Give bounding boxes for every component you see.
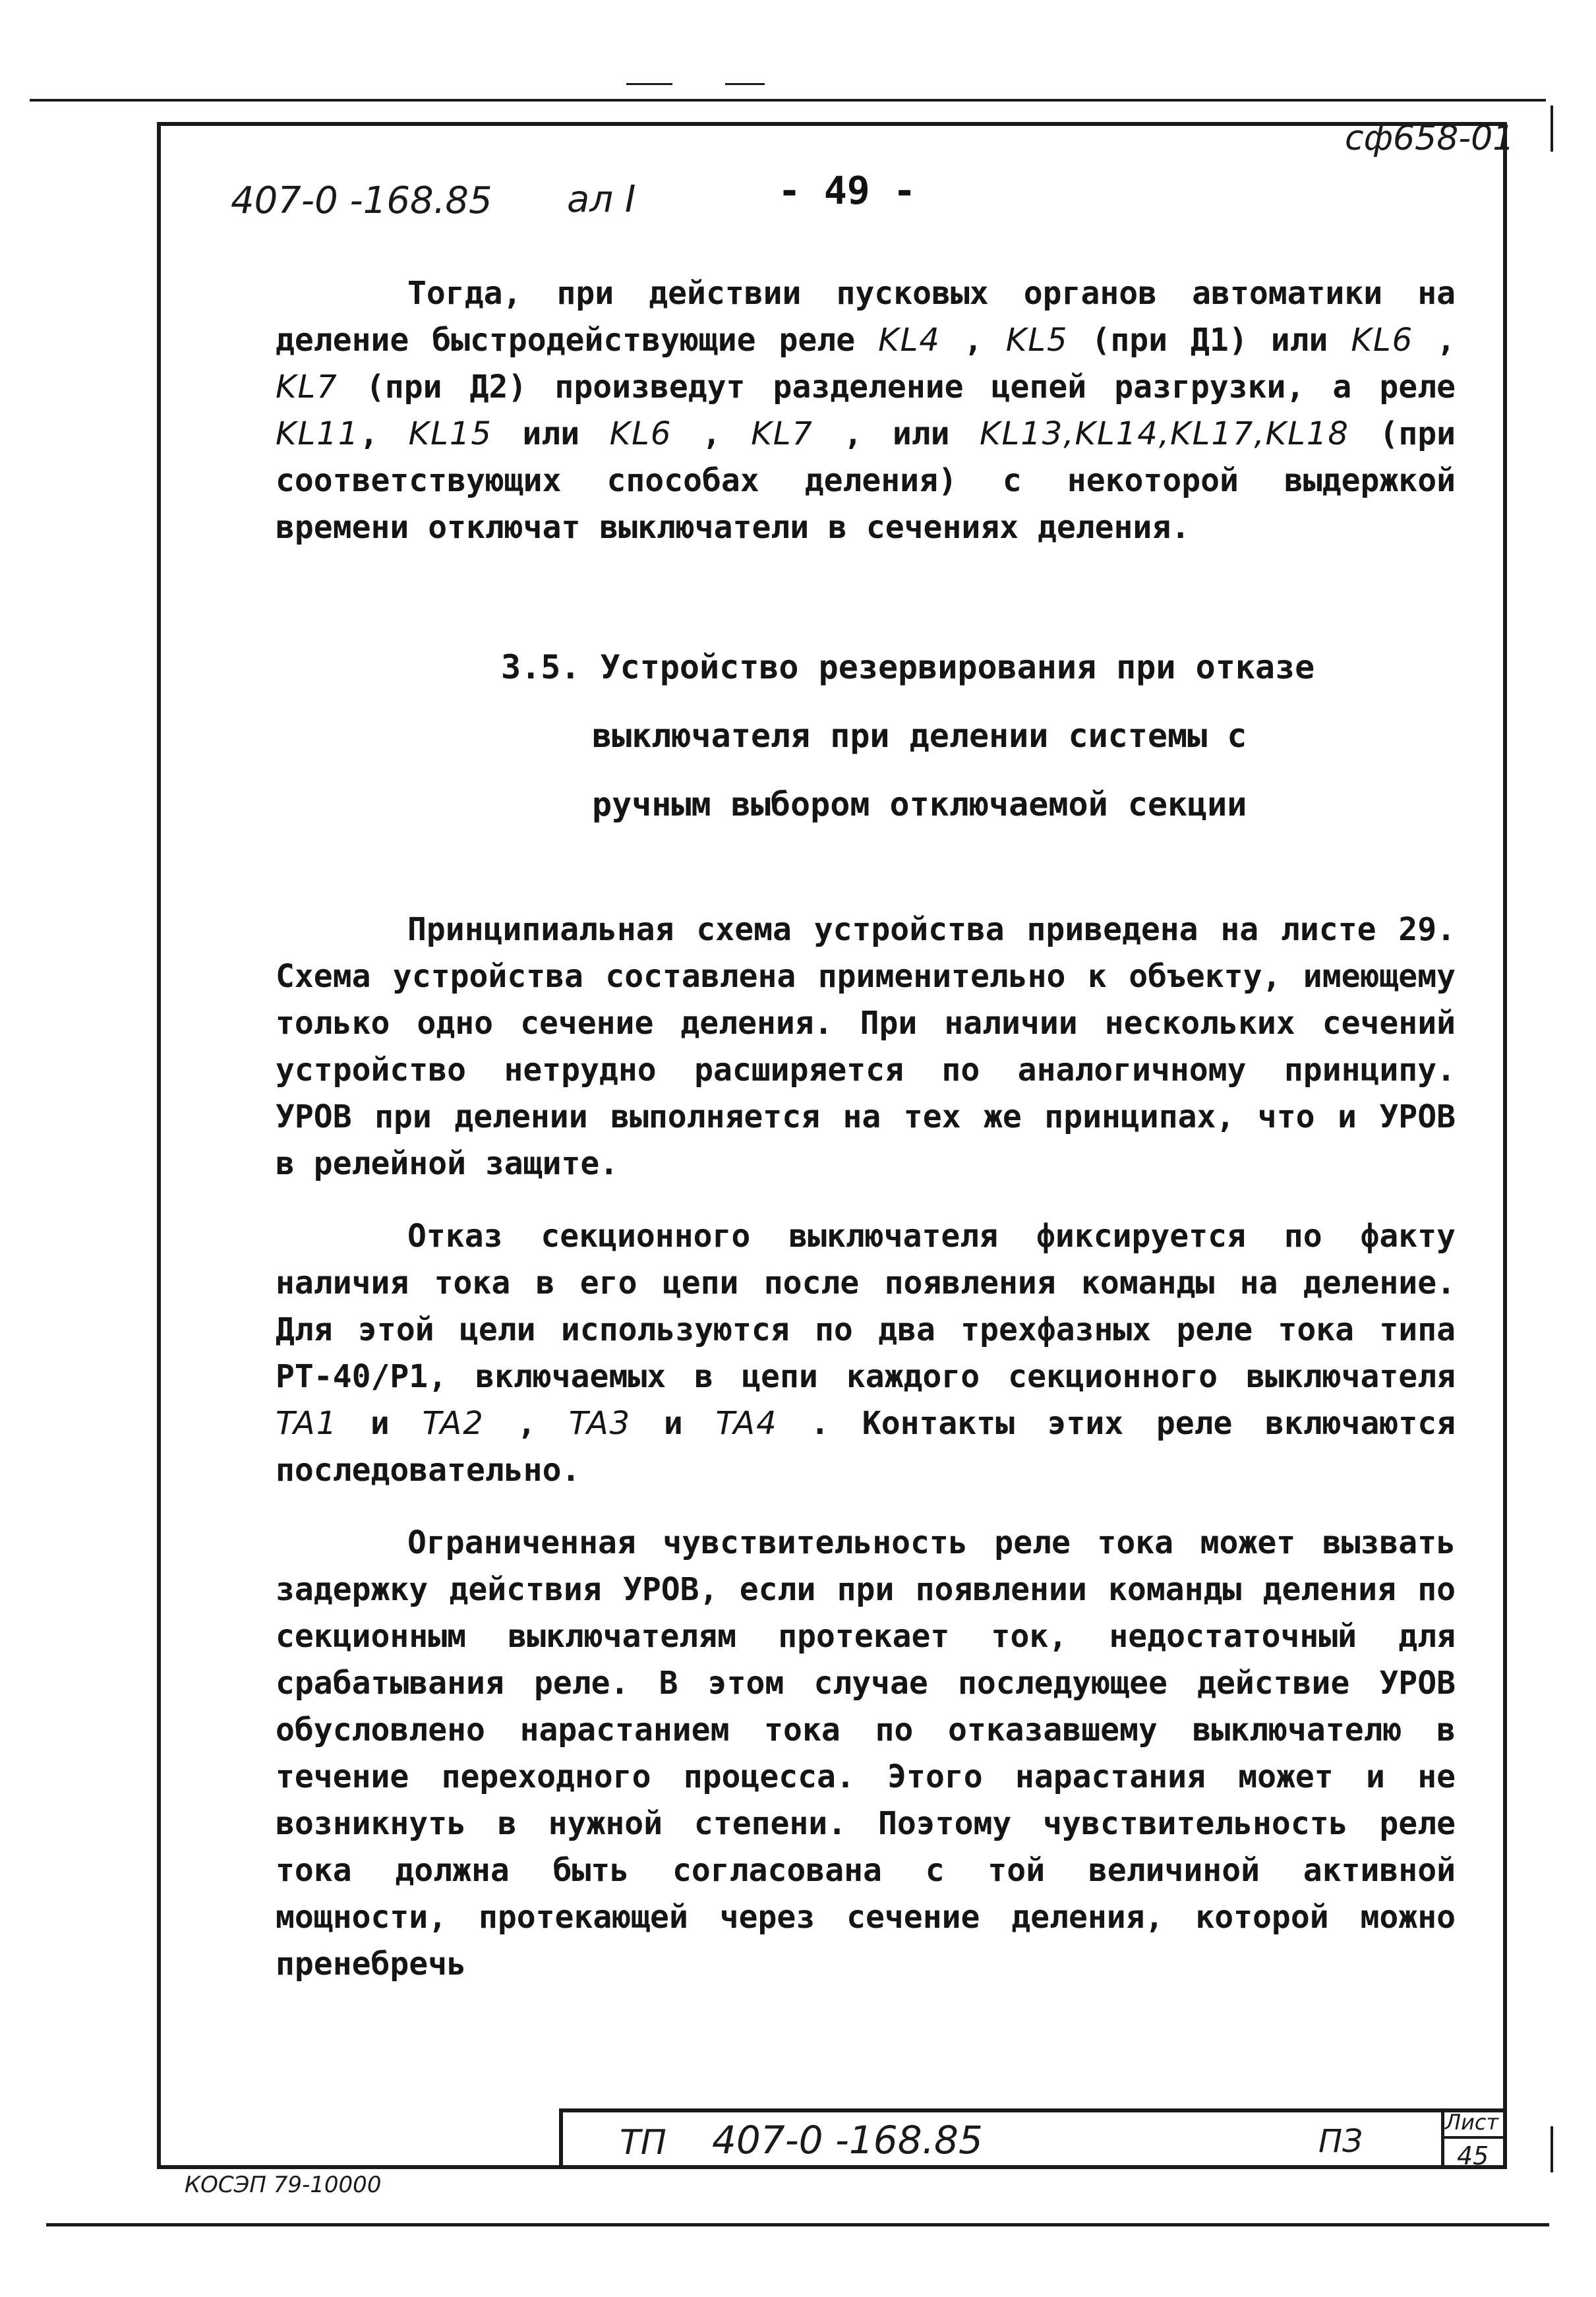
right-edge-mark: [1551, 2126, 1553, 2172]
top-mark: [725, 83, 765, 85]
sheet-number: 45: [1457, 2141, 1489, 2170]
relay-ref: KL6: [1351, 322, 1414, 359]
relay-ref: KL7: [276, 369, 338, 405]
text-run: ,: [672, 415, 752, 452]
text-run: (при Д2) произведут разделение цепей разгрузки, а реле: [338, 369, 1456, 405]
text-run: ,: [1413, 322, 1456, 359]
top-mark: [626, 83, 672, 85]
relay-ref: KL13,KL14,KL17,KL18: [979, 415, 1349, 452]
relay-ref: KL5: [1005, 322, 1069, 359]
transformer-ref: TA1: [276, 1405, 338, 1442]
archive-code: сф658-01: [1345, 119, 1515, 158]
relay-ref: KL4: [878, 322, 941, 359]
relay-ref: KL6: [609, 415, 672, 452]
text-run: (при соответствующих способах деления) с некоторой выдержкой времени отключат выключатели в сечениях деления.: [276, 415, 1456, 546]
section-heading: [369, 633, 1391, 839]
text-run: , или: [813, 415, 980, 452]
transformer-ref: TA2: [422, 1405, 485, 1442]
title-block: [559, 2108, 1507, 2169]
bottom-rule: [46, 2223, 1549, 2226]
text-run: ,: [940, 322, 1006, 359]
bottom-note: КОСЭП 79-10000: [185, 2172, 382, 2198]
paragraph-2-text: Принципиальная схема устройства приведена на листе 29. Схема устройства составлена применительно к объекту, имеющему только одно сечение деления. При наличии нескольких сечений устройство нетрудно расширяется по аналогичному принципу. УРОВ при делении выполняется на тех же принципах, что и УРОВ в релейной защите.: [276, 911, 1456, 1182]
text-run: ,: [359, 415, 409, 452]
title-block-section: ПЗ: [1318, 2123, 1363, 2160]
paragraph-4-text: Ограниченная чувствительность реле тока может вызвать задержку действия УРОВ, если при появлении команды деления по секционным выключателям протекает ток, недостаточный для срабатывания реле. В этом случае последующее действие УРОВ обусловлено нарастанием тока по отказавшему выключателю в течение переходного процесса. Этого нарастания может и не возникнуть в нужной степени. Поэтому чувствительность реле тока должна быть согласована с той величиной активной мощности, протекающей через сечение деления, которой можно пренебречь: [276, 1524, 1456, 1983]
transformer-ref: TA4: [715, 1405, 778, 1442]
text-run: и: [338, 1405, 423, 1442]
text-run: (при Д1) или: [1068, 322, 1351, 359]
sheet-label: Лист: [1445, 2110, 1499, 2135]
relay-ref: KL7: [751, 415, 813, 452]
text-run: Тогда, при действии пусковых органов автоматики на деление быстродействующие реле: [276, 275, 1456, 359]
relay-ref: KL15: [408, 415, 492, 452]
title-block-prefix: ТП: [620, 2123, 666, 2163]
text-run: Отказ секционного выключателя фиксируется по факту наличия тока в его цепи после появления команды на деление. Для этой цели используются по два трехфазных реле тока типа РТ-40/Р1, включаемых в цепи каждого секционного выключателя: [276, 1218, 1456, 1395]
text-run: . Контакты этих реле включаются последовательно.: [276, 1405, 1456, 1489]
title-block-code: 407-0 -168.85: [712, 2118, 983, 2163]
right-edge-mark: [1551, 105, 1553, 152]
paragraph-2: [276, 907, 1456, 1187]
doc-code-handwritten: 407-0 -168.85: [231, 179, 492, 222]
section-heading-line-3: ручным выбором отключаемой секции: [592, 785, 1247, 823]
paragraph-4: [276, 1520, 1456, 1988]
section-heading-line-1: 3.5. Устройство резервирования при отказе: [501, 648, 1315, 686]
album-label: ал I: [567, 178, 636, 221]
relay-ref: KL11: [276, 415, 360, 452]
paragraph-3: [276, 1213, 1456, 1494]
sheet-box-divider: [1441, 2136, 1507, 2139]
text-run: ,: [484, 1405, 569, 1442]
paragraph-1: [276, 270, 1456, 551]
page-number: - 49 -: [778, 168, 916, 213]
top-rule: [30, 99, 1546, 102]
text-run: и: [631, 1405, 716, 1442]
text-run: или: [492, 415, 610, 452]
section-heading-line-2: выключателя при делении системы с: [592, 717, 1247, 755]
transformer-ref: TA3: [568, 1405, 632, 1442]
